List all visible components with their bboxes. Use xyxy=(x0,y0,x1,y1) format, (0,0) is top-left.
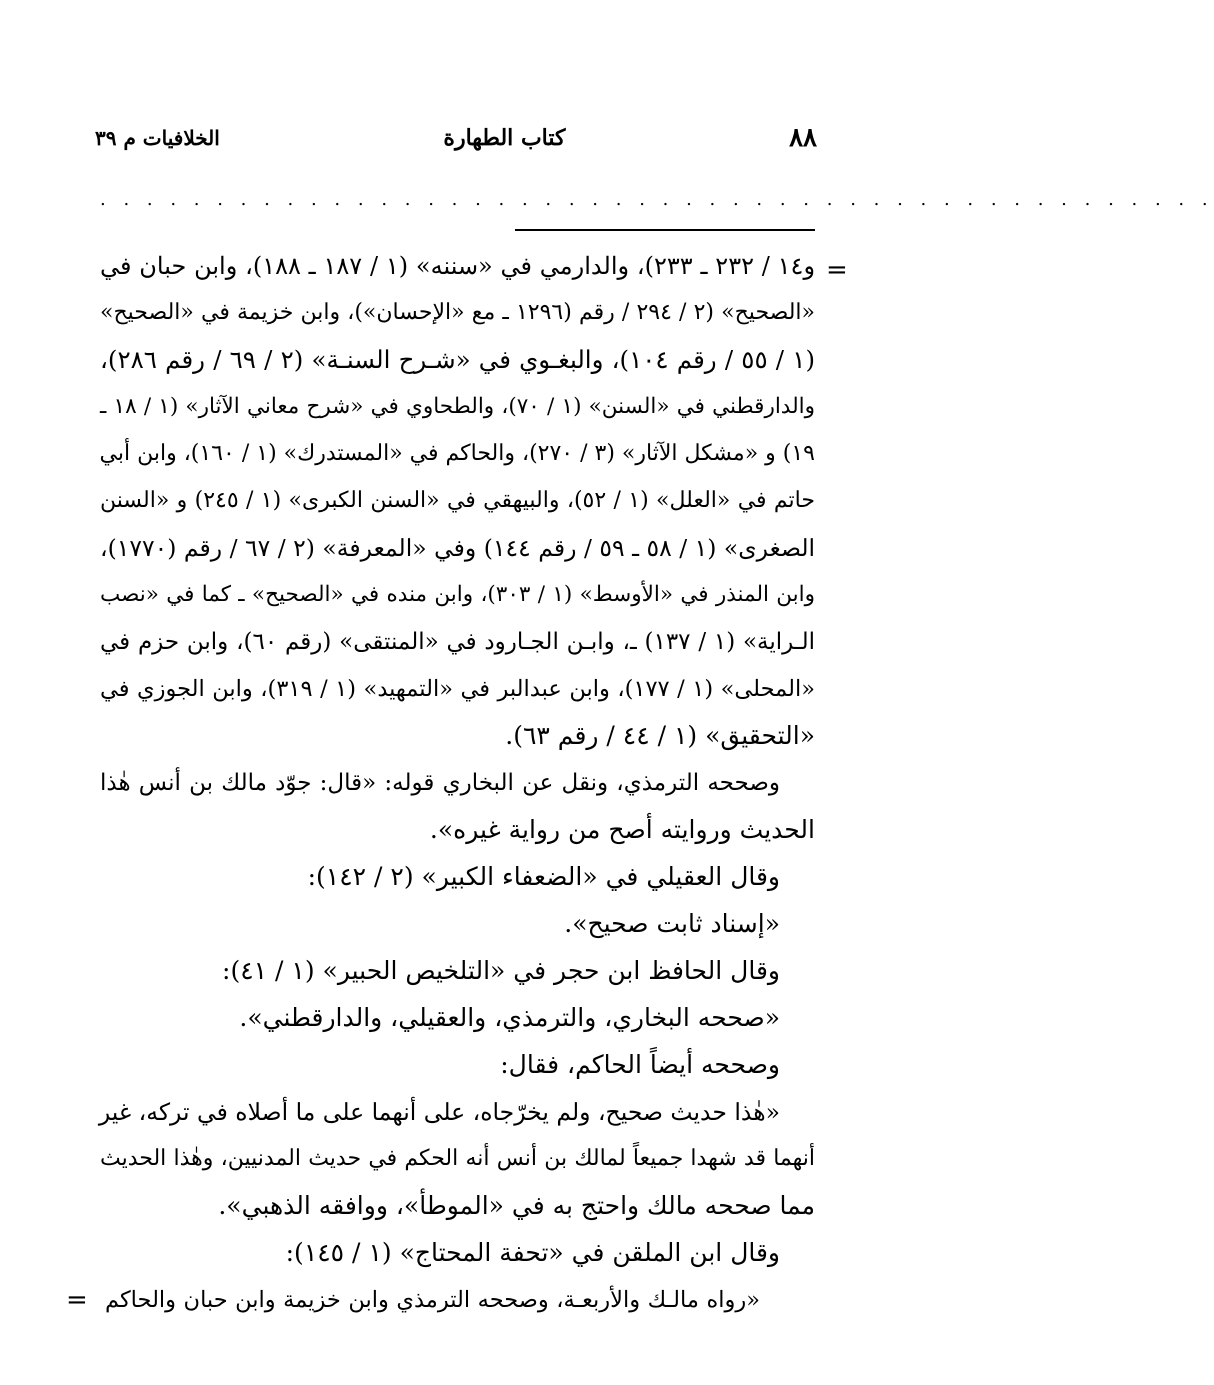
footnote-rule xyxy=(515,229,815,231)
continuation-mark-start: = xyxy=(826,255,848,285)
text-line: مما صححه مالك واحتج به في «الموطأ»، ووافقه الذهبي». xyxy=(218,1191,815,1220)
page-number: ٨٨ xyxy=(789,123,817,153)
text-line: «صححه البخاري، والترمذي، والعقيلي، والدارقطني». xyxy=(239,1003,780,1032)
text-line: وقال الحافظ ابن حجر في «التلخيص الحبير» (١ / ٤١): xyxy=(222,956,780,985)
text-line: الـراية» (١ / ١٣٧) ـ، وابـن الجـارود في «المنتقى» (رقم ٦٠)، وابن حزم في xyxy=(100,629,815,655)
text-line: والدارقطني في «السنن» (١ / ٧٠)، والطحاوي في «شرح معاني الآثار» (١ / ١٨ ـ xyxy=(100,394,815,419)
text-line: وقال العقيلي في «الضعفاء الكبير» (٢ / ١٤٢): xyxy=(307,862,780,891)
text-line: الحديث وروايته أصح من رواية غيره». xyxy=(429,815,815,844)
text-line: وقال ابن الملقن في «تحفة المحتاج» (١ / ١٤٥): xyxy=(285,1238,780,1267)
text-line: «رواه مالـك والأربعـة، وصححه الترمذي وابن خزيمة وابن حبان والحاكم xyxy=(105,1287,760,1313)
text-line: «المحلى» (١ / ١٧٧)، وابن عبدالبر في «التمهيد» (١ / ٣١٩)، وابن الجوزي في xyxy=(100,676,815,702)
text-line: (١ / ٥٥ / رقم ١٠٤)، والبغـوي في «شـرح السنـة» (٢ / ٦٩ / رقم ٢٨٦)، xyxy=(100,345,815,374)
signature-mark: الخلافيات م ٣٩ xyxy=(95,126,220,150)
text-line: وصححه أيضاً الحاكم، فقال: xyxy=(500,1050,780,1079)
text-line: «هٰذا حديث صحيح، ولم يخرّجاه، على أنهما على ما أصلاه في تركه، غير xyxy=(98,1098,780,1126)
section-title: كتاب الطهارة xyxy=(443,125,566,151)
dotted-separator: . . . . . . . . . . . . . . . . . . . . . . . . . . . . . . . . . . . . . . . . . . . . . . . . xyxy=(100,189,1214,210)
text-line: «إسناد ثابت صحيح». xyxy=(564,909,780,938)
text-line: أنهما قد شهدا جميعاً لمالك بن أنس أنه الحكم في حديث المدنيين، وهٰذا الحديث xyxy=(100,1146,815,1171)
continuation-mark-end: = xyxy=(66,1285,88,1315)
text-line: حاتم في «العلل» (١ / ٥٢)، والبيهقي في «السنن الكبرى» (١ / ٢٤٥) و «السنن xyxy=(100,488,815,513)
text-line: ١٩) و «مشكل الآثار» (٣ / ٢٧٠)، والحاكم في «المستدرك» (١ / ١٦٠)، وابن أبي xyxy=(99,441,815,466)
text-line: الصغرى» (١ / ٥٨ ـ ٥٩ / رقم ١٤٤) وفي «المعرفة» (٢ / ٦٧ / رقم (١٧٧٠)، xyxy=(100,534,816,562)
text-line: وابن المنذر في «الأوسط» (١ / ٣٠٣)، وابن منده في «الصحيح» ـ كما في «نصب xyxy=(100,582,816,607)
text-line: «التحقيق» (١ / ٤٤ / رقم ٦٣). xyxy=(505,721,815,750)
running-header xyxy=(95,118,817,158)
text-line: و١٤ / ٢٣٢ ـ ٢٣٣)، والدارمي في «سننه» (١ / ١٨٧ ـ ١٨٨)، وابن حبان في xyxy=(100,252,816,280)
text-line: «الصحيح» (٢ / ٢٩٤ / رقم (١٢٩٦ ـ مع «الإحسان»)، وابن خزيمة في «الصحيح» xyxy=(100,300,815,325)
text-line: وصححه الترمذي، ونقل عن البخاري قوله: «قال: جوّد مالك بن أنس هٰذا xyxy=(100,770,780,796)
